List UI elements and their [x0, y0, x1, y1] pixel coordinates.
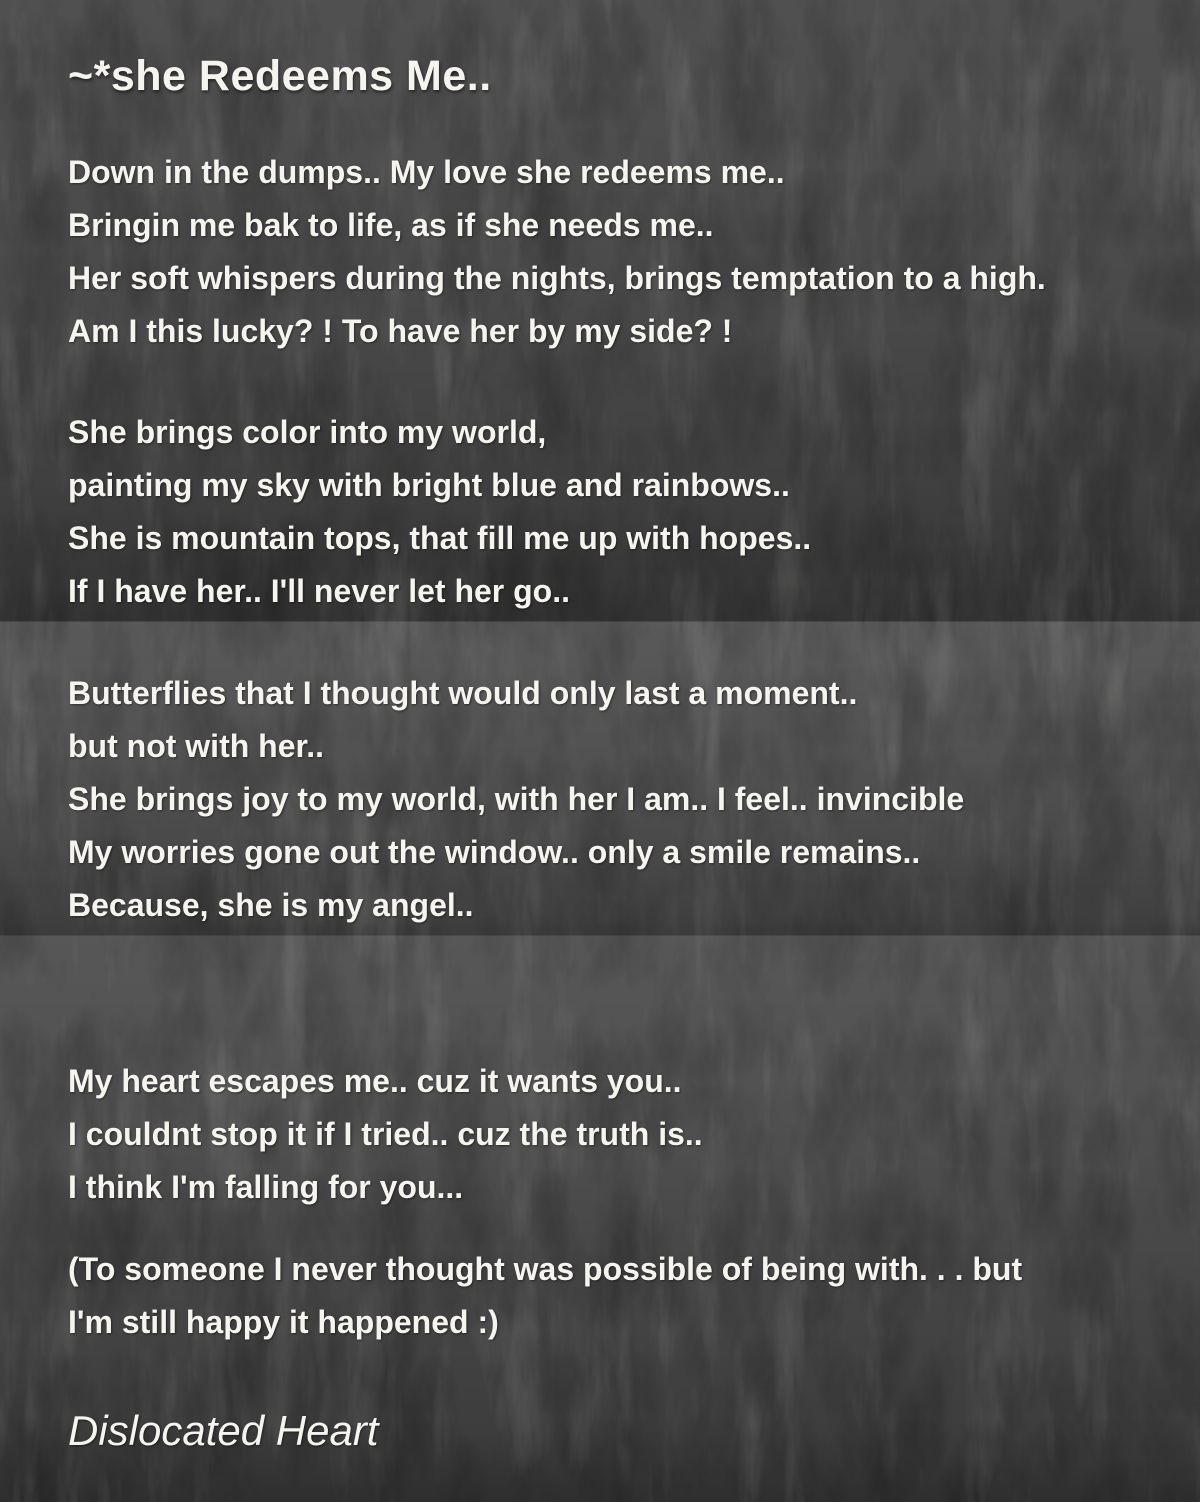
stanza — [68, 146, 1200, 358]
poem-line: Butterflies that I thought would only last a moment.. — [68, 675, 858, 711]
stanza — [68, 667, 1200, 932]
poem-line: but not with her.. — [68, 728, 324, 764]
stanza — [68, 406, 1200, 618]
poem-line: Bringin me bak to life, as if she needs me.. — [68, 207, 714, 243]
poem-line: My worries gone out the window.. only a smile remains.. — [68, 834, 921, 870]
stanza — [68, 1243, 1200, 1349]
poem-line: (To someone I never thought was possible of being with. . . but — [68, 1251, 1023, 1287]
poem-line: I think I'm falling for you... — [68, 1169, 464, 1205]
poem-body — [68, 146, 1200, 1349]
poem-line: She is mountain tops, that fill me up with hopes.. — [68, 520, 812, 556]
poem-author: Dislocated Heart — [68, 1407, 379, 1454]
stanza — [68, 1055, 1200, 1214]
poem-line: Down in the dumps.. My love she redeems me.. — [68, 154, 785, 190]
poem-line: Because, she is my angel.. — [68, 887, 474, 923]
poem-line: If I have her.. I'll never let her go.. — [68, 573, 570, 609]
poem-line: I'm still happy it happened :) — [68, 1304, 499, 1340]
poem-line: Her soft whispers during the nights, brings temptation to a high. — [68, 260, 1046, 296]
poem-title: ~*she Redeems Me.. — [68, 52, 492, 100]
poem-line: My heart escapes me.. cuz it wants you.. — [68, 1063, 682, 1099]
poem-line: Am I this lucky? ! To have her by my side? ! — [68, 313, 733, 349]
poem-line: She brings joy to my world, with her I am.. I feel.. invincible — [68, 781, 965, 817]
poem-line: I couldnt stop it if I tried.. cuz the truth is.. — [68, 1116, 703, 1152]
poem-line: painting my sky with bright blue and rainbows.. — [68, 467, 790, 503]
poem-line: She brings color into my world, — [68, 414, 547, 450]
